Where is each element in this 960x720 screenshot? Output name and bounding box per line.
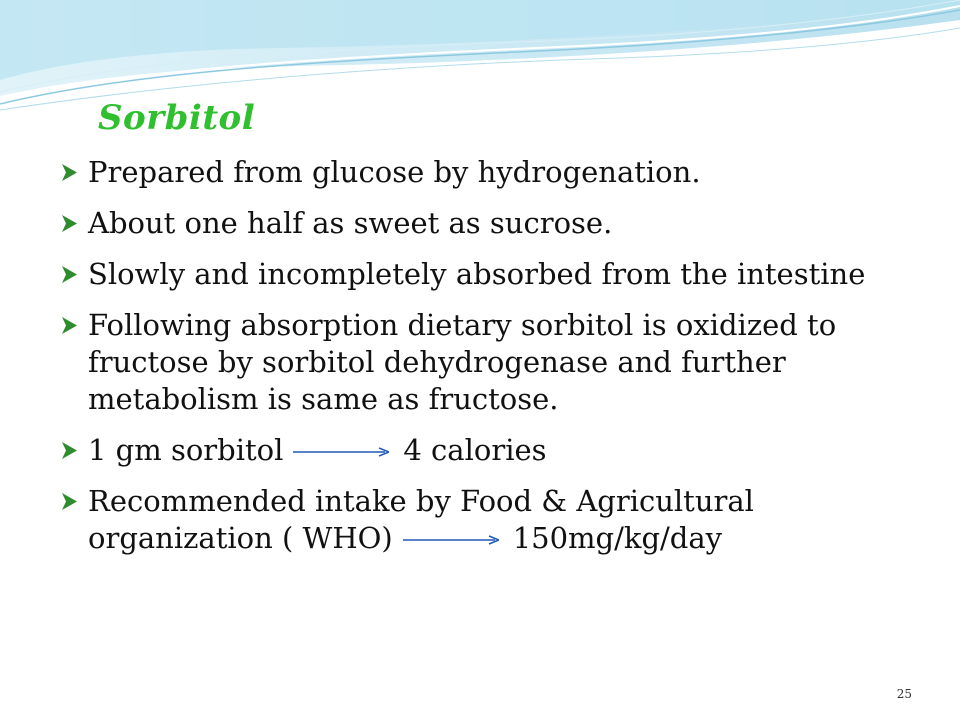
arrowhead-bullet-icon (62, 317, 77, 334)
bullet-item (62, 154, 942, 191)
bullet-text-left: 1 gm sorbitol (88, 433, 284, 467)
right-arrow-icon (293, 447, 389, 457)
arrowhead-bullet-icon (62, 215, 77, 232)
bullet-item (62, 256, 942, 293)
bullet-item (62, 432, 942, 469)
arrowhead-bullet-icon (62, 493, 77, 510)
bullet-text: About one half as sweet as sucrose. (88, 206, 613, 240)
bullet-text: Following absorption dietary sorbitol is oxidized to fructose by sorbitol dehydrogenase and further metabolism is same as fructose. (88, 308, 837, 416)
bullet-text: Slowly and incompletely absorbed from the intestine (88, 257, 866, 291)
bullet-text: Prepared from glucose by hydrogenation. (88, 155, 701, 189)
arrowhead-bullet-icon (62, 164, 77, 181)
bullet-text-right: 4 calories (403, 433, 547, 467)
arrowhead-bullet-icon (62, 266, 77, 283)
page-number: 25 (896, 687, 912, 701)
bullet-text-left: Recommended intake by Food & Agricultural organization ( WHO) (88, 484, 754, 555)
right-arrow-icon (403, 535, 499, 545)
bullet-text-right: 150mg/kg/day (512, 521, 723, 555)
slide-title: Sorbitol (98, 98, 256, 138)
bullet-item (62, 307, 942, 418)
arrowhead-bullet-icon (62, 442, 77, 459)
bullet-list (62, 154, 942, 571)
bullet-item (62, 483, 942, 557)
bullet-item (62, 205, 942, 242)
